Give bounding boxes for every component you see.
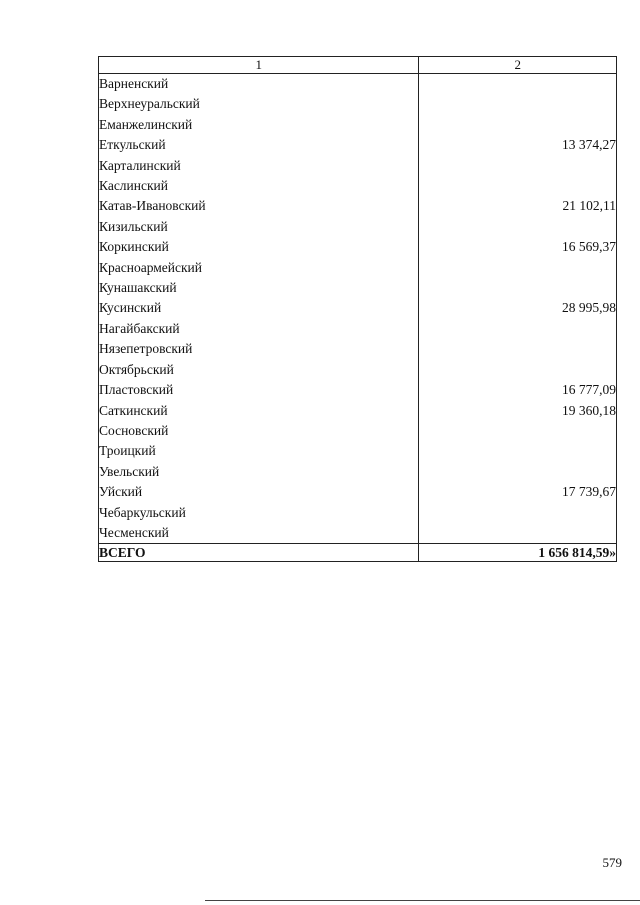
- district-amount: [419, 462, 617, 482]
- district-amount: [419, 156, 617, 176]
- table-row: [99, 135, 617, 155]
- table-row: [99, 196, 617, 216]
- district-amount: 19 360,18: [419, 401, 617, 421]
- district-amount: [419, 319, 617, 339]
- table-row: [99, 115, 617, 135]
- district-name: Кизильский: [99, 217, 419, 237]
- district-amount: 21 102,11: [419, 196, 617, 216]
- table-body: [99, 74, 617, 544]
- table-row: [99, 523, 617, 544]
- bottom-rule: [205, 900, 640, 901]
- table-row: [99, 217, 617, 237]
- district-name: Карталинский: [99, 156, 419, 176]
- table-row: [99, 74, 617, 95]
- district-name: Коркинский: [99, 237, 419, 257]
- district-name: Каслинский: [99, 176, 419, 196]
- table-row: [99, 339, 617, 359]
- district-name: Верхнеуральский: [99, 94, 419, 114]
- district-name: Еманжелинский: [99, 115, 419, 135]
- table-row: [99, 503, 617, 523]
- table-row: [99, 380, 617, 400]
- district-name: Уйский: [99, 482, 419, 502]
- district-name: Октябрьский: [99, 360, 419, 380]
- table-row: [99, 176, 617, 196]
- table-row: [99, 421, 617, 441]
- table-row: [99, 94, 617, 114]
- district-amount: 13 374,27: [419, 135, 617, 155]
- district-name: Катав-Ивановский: [99, 196, 419, 216]
- district-name: Нагайбакский: [99, 319, 419, 339]
- district-amount: [419, 115, 617, 135]
- column-header-1: 1: [99, 57, 419, 74]
- table-row: [99, 156, 617, 176]
- table-row: [99, 441, 617, 461]
- column-header-2: 2: [419, 57, 617, 74]
- district-amount: [419, 94, 617, 114]
- table-row: [99, 278, 617, 298]
- header-row: [99, 57, 617, 74]
- total-label: ВСЕГО: [99, 544, 419, 562]
- district-amount: [419, 258, 617, 278]
- district-name: Троицкий: [99, 441, 419, 461]
- district-name: Чесменский: [99, 523, 419, 544]
- district-name: Кусинский: [99, 298, 419, 318]
- district-amount: [419, 360, 617, 380]
- district-name: Чебаркульский: [99, 503, 419, 523]
- page-number: 579: [602, 855, 622, 870]
- district-amount: 16 569,37: [419, 237, 617, 257]
- table-row: [99, 237, 617, 257]
- table-row: [99, 462, 617, 482]
- table-row: [99, 319, 617, 339]
- table-header: [99, 57, 617, 74]
- total-value: 1 656 814,59»: [419, 544, 617, 562]
- district-amount: [419, 441, 617, 461]
- table-row: [99, 401, 617, 421]
- district-name: Красноармейский: [99, 258, 419, 278]
- district-amount: [419, 523, 617, 544]
- allocation-table: [98, 56, 617, 562]
- district-name: Кунашакский: [99, 278, 419, 298]
- district-amount: [419, 278, 617, 298]
- table-row: [99, 482, 617, 502]
- district-name: Увельский: [99, 462, 419, 482]
- district-name: Варненский: [99, 74, 419, 95]
- district-amount: 16 777,09: [419, 380, 617, 400]
- district-amount: 28 995,98: [419, 298, 617, 318]
- total-row: [99, 544, 617, 562]
- district-amount: [419, 176, 617, 196]
- district-amount: [419, 339, 617, 359]
- district-name: Сосновский: [99, 421, 419, 441]
- table-row: [99, 360, 617, 380]
- table-row: [99, 298, 617, 318]
- district-amount: [419, 217, 617, 237]
- table-footer: [99, 544, 617, 562]
- table-row: [99, 258, 617, 278]
- district-name: Саткинский: [99, 401, 419, 421]
- district-name: Пластовский: [99, 380, 419, 400]
- district-name: Еткульский: [99, 135, 419, 155]
- district-amount: 17 739,67: [419, 482, 617, 502]
- district-name: Нязепетровский: [99, 339, 419, 359]
- district-amount: [419, 503, 617, 523]
- district-amount: [419, 421, 617, 441]
- district-amount: [419, 74, 617, 95]
